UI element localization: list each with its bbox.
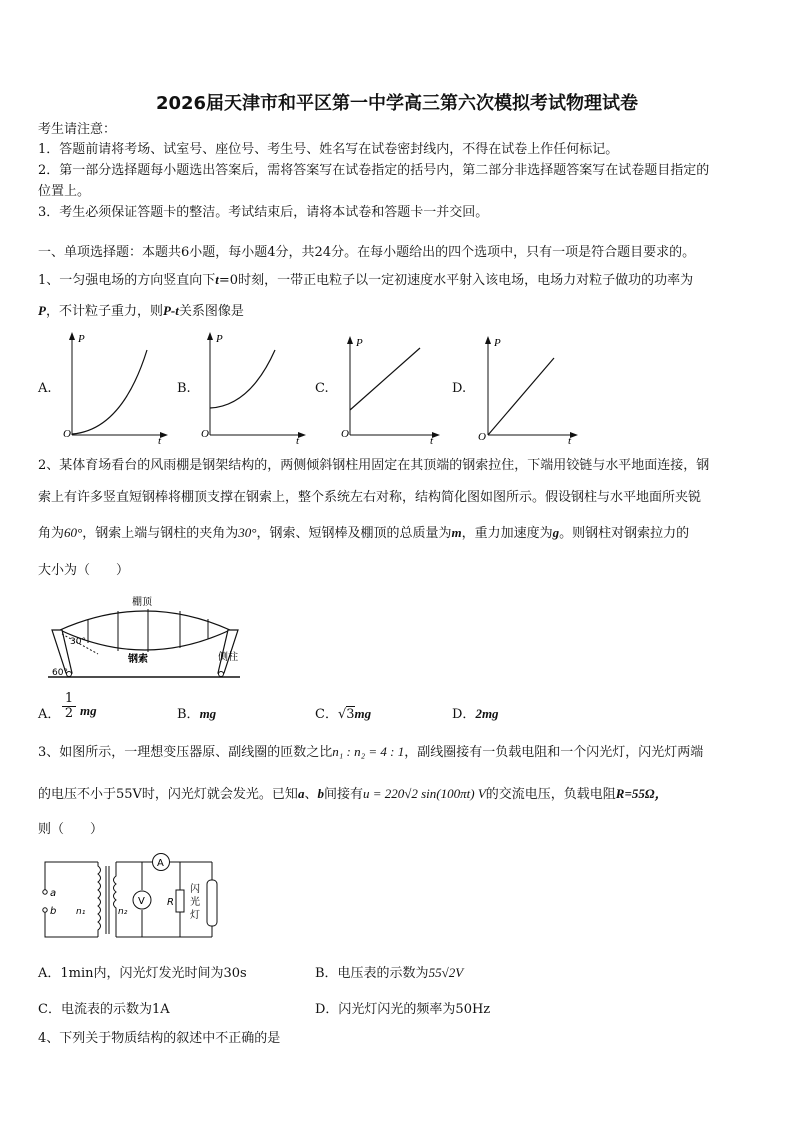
- q2-option-b: [177, 703, 216, 722]
- q3-sep: 、: [304, 787, 318, 802]
- q2-option-a-mg: mg: [80, 703, 97, 718]
- label-roof: 棚顶: [132, 597, 152, 608]
- circuit-lamp-2: 光: [190, 897, 200, 908]
- q3-option-b-value: 55√2V: [428, 965, 464, 980]
- q2-option-a-label: A．: [38, 707, 61, 722]
- fraction-denominator: 2: [62, 706, 76, 721]
- q2-text-b: ，钢索上端与钢柱的夹角为: [82, 526, 239, 541]
- label-cable: 钢索: [128, 654, 148, 665]
- circuit-label-n2: n₂: [118, 907, 128, 917]
- q2-angle-60: 60°: [64, 525, 83, 540]
- q3-b: b: [317, 786, 324, 801]
- q3-line-2: [38, 786, 668, 803]
- q2-line-1: 2、某体育场看台的风雨棚是钢架结构的，两侧倾斜钢柱用固定在其顶端的钢索拉住，下端用铰链与水平地面连接，钢: [38, 458, 710, 473]
- q1-text-c: ，不计粒子重力，则: [45, 304, 163, 319]
- graph-b-O: O: [201, 428, 209, 440]
- q3-text-a: 3、如图所示，一理想变压器原、副线圈的匝数之比: [38, 745, 333, 760]
- q3-text-e: 的交流电压，负载电阻: [485, 787, 616, 802]
- graph-b-P: P: [216, 333, 223, 345]
- q2-m: m: [451, 525, 462, 540]
- q1-option-a-label: A.: [38, 381, 52, 396]
- q3-text-d: 间接有: [323, 787, 363, 802]
- circuit-label-A: A: [157, 858, 164, 869]
- notice-heading: 考生请注意：: [38, 122, 117, 137]
- graph-d-O: O: [478, 431, 486, 443]
- q2-structure-diagram: [40, 590, 250, 694]
- q3-option-d: D．闪光灯闪光的频率为50Hz: [315, 1002, 491, 1017]
- section-1-heading: 一、单项选择题：本题共6小题，每小题4分，共24分。在每小题给出的四个选项中，只有一项是符合题目要求的。: [38, 245, 696, 260]
- q1-graph-c: [340, 330, 450, 449]
- graph-a-t: t: [158, 435, 162, 445]
- circuit-label-R: R: [167, 897, 174, 908]
- q2-angle-30: 30°: [238, 525, 257, 540]
- circuit-lamp-1: 闪: [190, 884, 200, 895]
- q2-option-c-root: 3: [346, 707, 355, 722]
- q2-option-b-label: B．: [177, 707, 200, 722]
- graph-c-P: P: [356, 337, 363, 349]
- q2-option-a: [38, 703, 60, 722]
- q3-option-b-text: B．电压表的示数为: [315, 966, 429, 981]
- q1-graph-d: [478, 330, 588, 449]
- q2-text-c: ，钢索、短钢棒及棚顶的总质量为: [256, 526, 452, 541]
- q2-option-a-fraction: [62, 692, 76, 721]
- q1-option-d-label: D.: [452, 381, 467, 396]
- circuit-lamp-3: 灯: [190, 910, 200, 921]
- circuit-label-a: a: [50, 888, 57, 899]
- q2-line-4: 大小为（ ）: [38, 563, 130, 578]
- circuit-label-V: V: [138, 896, 145, 907]
- q2-option-c-label: C．: [315, 707, 338, 722]
- q3-line-1: [38, 744, 703, 761]
- q3-option-a: A．1min内，闪光灯发光时间为30s: [38, 966, 247, 981]
- q1-option-b-label: B.: [177, 381, 191, 396]
- q3-line-3: 则（ ）: [38, 822, 104, 837]
- q1-graph-a: [62, 330, 172, 449]
- q1-Pt: P-t: [162, 303, 179, 318]
- q1-option-c-label: C.: [315, 381, 329, 396]
- q3-formula: u = 220√2 sin(100πt) V: [362, 786, 486, 801]
- q2-option-c-mg: mg: [354, 706, 372, 721]
- q1-text-b: =0时刻，一带正电粒子以一定初速度水平射入该电场，电场力对粒子做功的功率为: [218, 273, 694, 288]
- q3-a: a: [297, 786, 305, 801]
- q2-text-a: 角为: [38, 526, 65, 541]
- q1-line-1: [38, 272, 693, 289]
- graph-a-P: P: [78, 333, 85, 345]
- graph-c-t: t: [430, 435, 434, 445]
- q4-line-1: 4、下列关于物质结构的叙述中不正确的是: [38, 1031, 281, 1046]
- graph-d-t: t: [568, 435, 572, 445]
- q3-circuit-diagram: [40, 852, 220, 948]
- q1-t: t: [215, 272, 219, 287]
- q3-option-c: C．电流表的示数为1A: [38, 1002, 170, 1017]
- fraction-numerator: 1: [64, 691, 74, 706]
- q2-option-d-mg: 2mg: [475, 706, 499, 721]
- q1-P: P: [38, 303, 46, 318]
- q1-line-2: [38, 303, 244, 320]
- graph-a-O: O: [63, 428, 71, 440]
- q3-R: R=55Ω，: [615, 786, 668, 801]
- q3-text-b: ，副线圈接有一负载电阻和一个闪光灯，闪光灯两端: [404, 745, 704, 760]
- q3-option-b: [315, 962, 463, 981]
- q2-option-b-mg: mg: [199, 706, 217, 721]
- notice-item-1: 1．答题前请将考场、试室号、座位号、考生号、姓名写在试卷密封线内，不得在试卷上作任何标记。: [38, 142, 619, 157]
- label-angle-60: 60°: [52, 668, 68, 678]
- exam-title: 2026届天津市和平区第一中学高三第六次模拟考试物理试卷: [155, 93, 639, 114]
- q1-text-a: 1、一匀强电场的方向竖直向下: [38, 273, 216, 288]
- q2-option-d: [452, 703, 499, 722]
- notice-item-2: 2．第一部分选择题每小题选出答案后，需将答案写在试卷指定的括号内，第二部分非选择题答案写在试卷题目指定的: [38, 163, 710, 178]
- q2-g: g: [552, 525, 560, 540]
- notice-item-2-cont: 位置上。: [38, 184, 91, 199]
- q2-option-d-label: D．: [452, 707, 476, 722]
- q2-text-e: 。则钢柱对钢索拉力的: [559, 526, 690, 541]
- q2-text-d: ，重力加速度为: [461, 526, 553, 541]
- notice-item-3: 3．考生必须保证答题卡的整洁。考试结束后，请将本试卷和答题卡一并交回。: [38, 205, 489, 220]
- q3-ratio: n₁ : n₂ = 4 : 1: [332, 744, 405, 759]
- label-pillar: 侧柱: [218, 652, 238, 663]
- graph-b-t: t: [296, 435, 300, 445]
- label-angle-30: 30°: [70, 637, 86, 647]
- q3-text-c: 的电压不小于55V时，闪光灯就会发光。已知: [38, 787, 298, 802]
- sqrt-icon: √: [337, 707, 347, 722]
- q2-line-2: 索上有许多竖直短钢棒将棚顶支撑在钢索上，整个系统左右对称，结构简化图如图所示。假设钢柱与水平地面所夹锐: [38, 490, 702, 505]
- q2-line-3: [38, 525, 689, 542]
- q1-graph-b: [200, 330, 310, 449]
- circuit-label-b: b: [50, 906, 57, 917]
- graph-c-O: O: [341, 428, 349, 440]
- circuit-label-n1: n₁: [76, 907, 86, 917]
- graph-d-P: P: [494, 337, 501, 349]
- q2-option-c: [315, 703, 371, 722]
- q1-text-d: 关系图像是: [178, 304, 244, 319]
